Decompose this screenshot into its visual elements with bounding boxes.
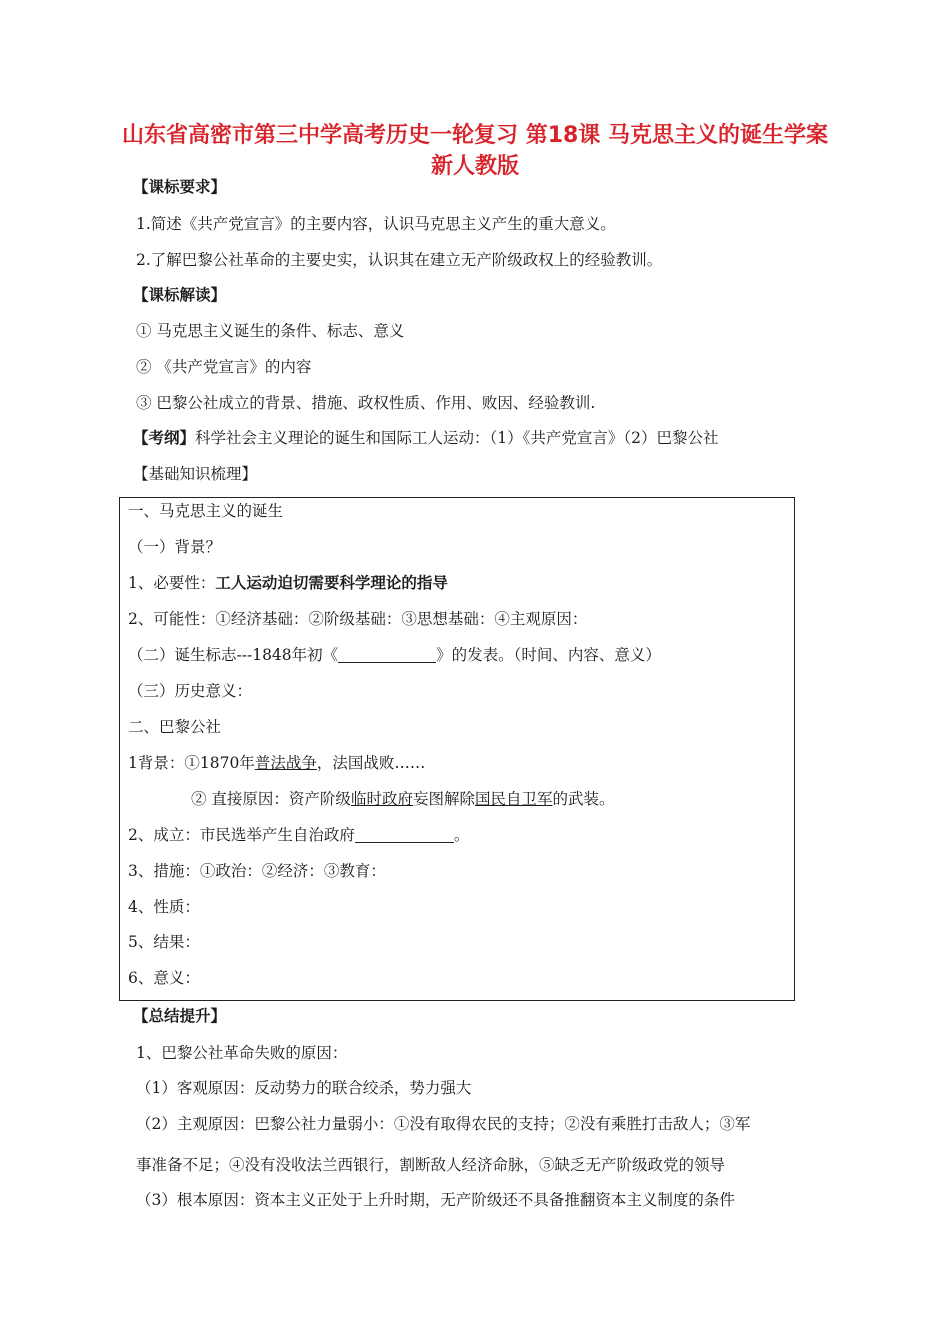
box-line-11: 3、措施：①政治：②经济：③教育：: [128, 862, 386, 880]
interpretation-item-2: ② 《共产党宣言》的内容: [136, 358, 312, 376]
box-line-1: 一、马克思主义的诞生: [128, 502, 284, 520]
document-title: 山东省高密市第三中学高考历史一轮复习 第18课 马克思主义的诞生学案 新人教版: [122, 123, 828, 179]
outline-text: 科学社会主义理论的诞生和国际工人运动：（1）《共产党宣言》（2）巴黎公社: [195, 429, 719, 447]
summary-line-2: （1）客观原因：反动势力的联合绞杀，势力强大: [136, 1079, 472, 1097]
interpretation-item-1: ① 马克思主义诞生的条件、标志、意义: [136, 322, 405, 340]
birth-mark-prefix: （二）诞生标志---1848年初《: [128, 646, 339, 664]
standards-heading: 【课标要求】: [133, 178, 227, 196]
box-line-12: 4、性质：: [128, 898, 200, 916]
basics-heading: 【基础知识梳理】: [133, 465, 258, 483]
direct-cause-a: ② 直接原因：资产阶级: [191, 790, 351, 808]
outline-heading: 【考纲】: [133, 429, 196, 447]
box-line-4: 2、可能性：①经济基础：②阶级基础：③思想基础：④主观原因：: [128, 610, 588, 628]
summary-line-5: （3）根本原因：资本主义正处于上升时期，无产阶级还不具备推翻资本主义制度的条件: [136, 1191, 735, 1209]
birth-mark-suffix: 》的发表。（时间、内容、意义）: [436, 646, 661, 664]
direct-cause-c: 的武装。: [552, 790, 615, 808]
provisional-government: 临时政府: [350, 790, 413, 808]
franco-prussian-war: 普法战争: [254, 754, 317, 772]
blank-fill-in: [355, 826, 454, 843]
summary-heading: 【总结提升】: [133, 1007, 227, 1025]
background-suffix: ，法国战败……: [316, 754, 426, 772]
outline-line: [133, 428, 719, 448]
blank-fill-in: [338, 646, 436, 663]
box-line-8: [128, 753, 425, 773]
summary-line-4: 事准备不足；④没有没收法兰西银行，割断敌人经济命脉，⑤缺乏无产阶级政党的领导: [136, 1156, 726, 1174]
standards-item-1: 1.简述《共产党宣言》的主要内容，认识马克思主义产生的重大意义。: [136, 215, 616, 233]
box-line-10: [128, 825, 469, 845]
box-line-9: [191, 789, 615, 809]
summary-line-3: （2）主观原因：巴黎公社力量弱小：①没有取得农民的支持；②没有乘胜打击敌人；③军: [136, 1115, 751, 1133]
box-line-13: 5、结果：: [128, 933, 200, 951]
direct-cause-b: 妄图解除: [412, 790, 475, 808]
box-line-6: （三）历史意义：: [128, 682, 253, 700]
box-line-2: （一）背景？: [128, 538, 222, 556]
box-line-14: 6、意义：: [128, 969, 200, 987]
box-line-7: 二、巴黎公社: [128, 718, 222, 736]
establishment-prefix: 2、成立：市民选举产生自治政府: [128, 826, 355, 844]
box-line-3: [128, 573, 448, 593]
summary-line-1: 1、巴黎公社革命失败的原因：: [136, 1044, 348, 1062]
background-prefix: 1背景：①1870年: [128, 754, 255, 772]
standards-item-2: 2.了解巴黎公社革命的主要史实，认识其在建立无产阶级政权上的经验教训。: [136, 251, 663, 269]
necessity-text: 工人运动迫切需要科学理论的指导: [215, 574, 448, 592]
interpretation-heading: 【课标解读】: [133, 286, 227, 304]
national-guard: 国民自卫军: [474, 790, 553, 808]
box-line-5: [128, 645, 661, 665]
interpretation-item-3: ③ 巴黎公社成立的背景、措施、政权性质、作用、败因、经验教训.: [136, 394, 596, 412]
necessity-label: 1、必要性：: [128, 574, 216, 592]
establishment-suffix: 。: [453, 826, 470, 844]
